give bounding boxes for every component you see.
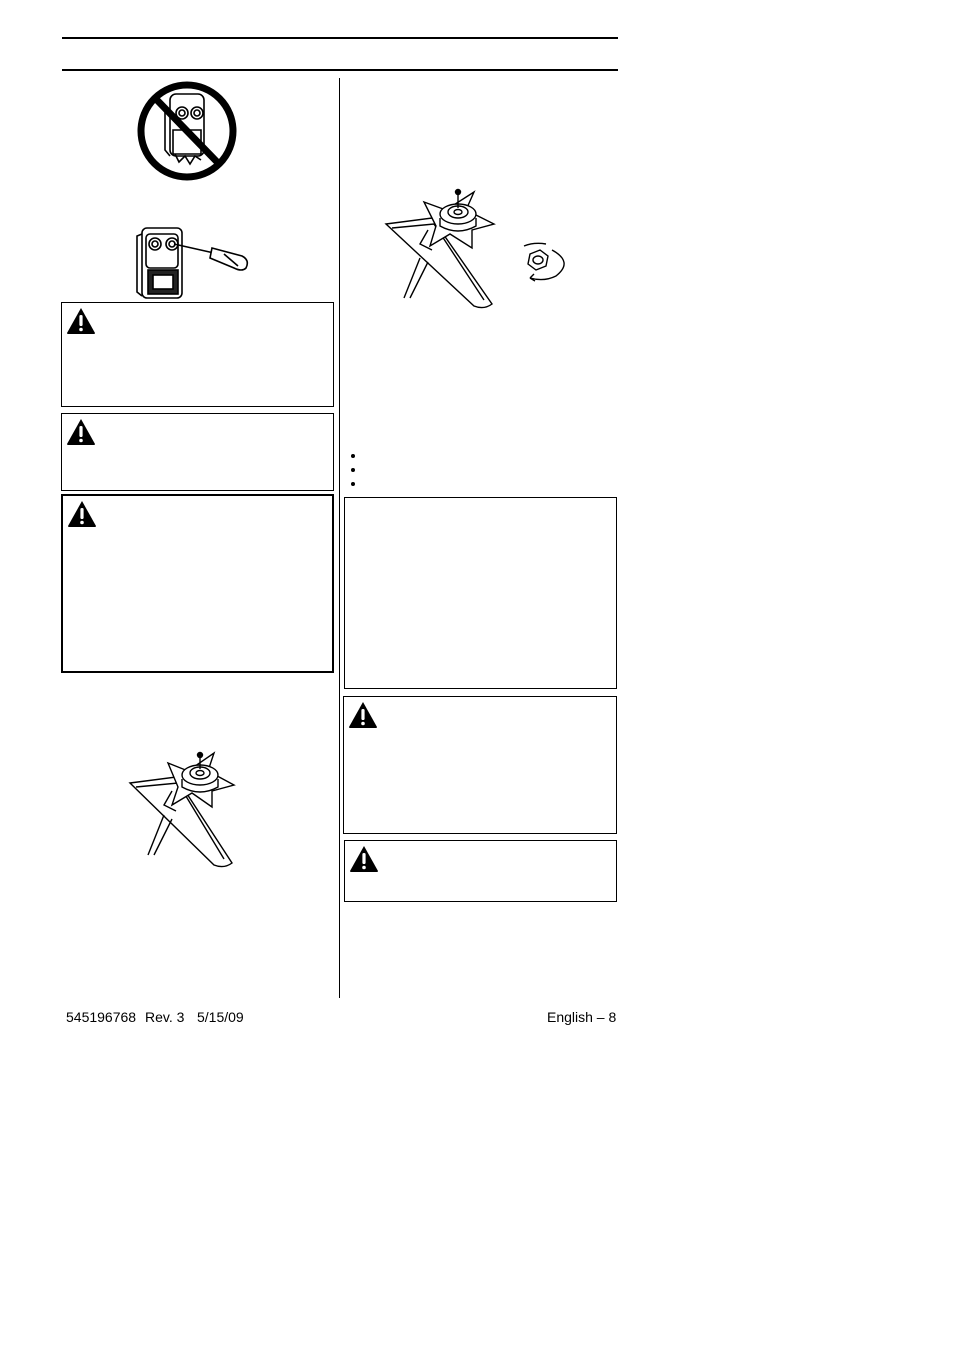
prohibited-spark-arrestor-illustration xyxy=(135,80,239,182)
warning-box-1 xyxy=(61,302,334,407)
warning-triangle-icon xyxy=(66,418,96,446)
warning-triangle-icon xyxy=(349,845,379,873)
blade-deflector-illustration-left xyxy=(128,745,240,870)
screwdriver-icon xyxy=(134,222,252,302)
warning-box-2 xyxy=(61,413,334,491)
blade-assembly-icon xyxy=(128,745,240,870)
blade-nut-assembly-icon xyxy=(384,186,580,312)
warning-triangle-icon xyxy=(67,500,97,528)
warning-box-5 xyxy=(344,840,617,902)
warning-box-4 xyxy=(343,696,617,834)
bullet-point xyxy=(351,454,355,458)
prohibited-circle-icon xyxy=(135,80,239,182)
header-rule-bottom xyxy=(62,69,618,71)
warning-triangle-icon xyxy=(66,307,96,335)
bullet-point xyxy=(351,482,355,486)
footer-doc-number: 545196768 xyxy=(66,1009,137,1025)
footer-page-label: English – 8 xyxy=(547,1009,617,1025)
warning-triangle-icon xyxy=(348,701,378,729)
info-box-right xyxy=(344,497,617,689)
blade-nut-illustration-right xyxy=(384,186,580,312)
footer-date: 5/15/09 xyxy=(197,1009,244,1025)
header-rule-top xyxy=(62,37,618,39)
footer-revision: Rev. 3 xyxy=(145,1009,185,1025)
muffler-screwdriver-illustration xyxy=(134,222,252,302)
warning-box-3 xyxy=(61,494,334,673)
column-divider xyxy=(339,78,340,998)
bullet-point xyxy=(351,468,355,472)
